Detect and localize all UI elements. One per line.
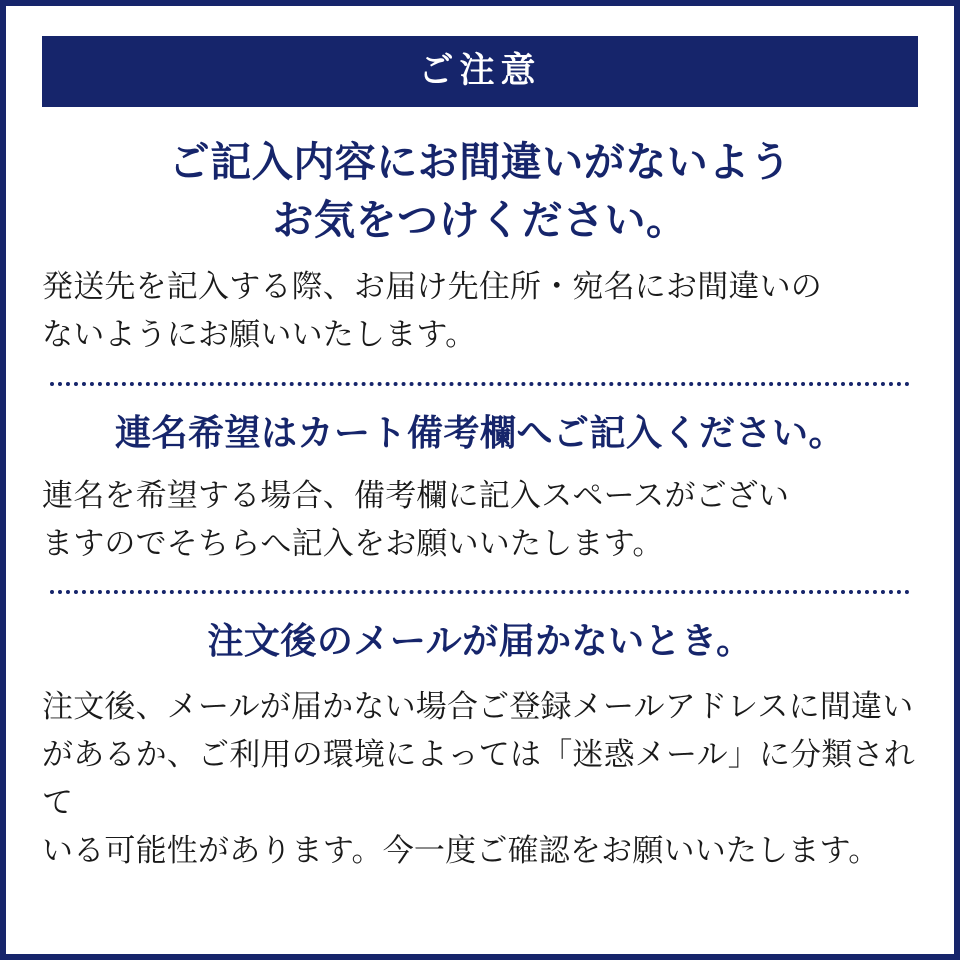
notice-content xyxy=(6,6,954,954)
section-divider-2 xyxy=(50,590,910,594)
body-line-2: ないようにお願いいたします。 xyxy=(42,317,477,353)
headline-line-1: ご記入内容にお間違いがないよう xyxy=(168,139,792,185)
body-line-2: があるか、ご利用の環境によっては「迷惑メール」に分類されて xyxy=(42,737,915,821)
body-line-1: 連名を希望する場合、備考欄に記入スペースがござい xyxy=(42,478,790,514)
section-joint-name xyxy=(42,410,918,569)
body-line-2: ますのでそちらへ記入をお願いいたします。 xyxy=(42,526,664,562)
body-line-1: 注文後、メールが届かない場合ご登録メールアドレスに間違い xyxy=(42,689,914,725)
section-address-check-body xyxy=(42,263,918,359)
section-address-check-headline xyxy=(42,133,918,249)
headline-line-2: お気をつけください。 xyxy=(272,197,688,244)
section-mail-not-arrived xyxy=(42,618,918,875)
section-mail-not-arrived-title: 注文後のメールが届かないとき。 xyxy=(207,620,753,662)
section-address-check xyxy=(42,133,918,360)
section-joint-name-body xyxy=(42,472,918,568)
body-line-3: いる可能性があります。今一度ご確認をお願いいたします。 xyxy=(42,833,880,869)
section-divider-1 xyxy=(50,382,910,386)
section-joint-name-title: 連名希望はカート備考欄へご記入ください。 xyxy=(114,411,845,453)
notice-banner-title: ご注意 xyxy=(42,36,918,107)
body-line-1: 発送先を記入する際、お届け先住所・宛名にお間違いの xyxy=(42,269,822,305)
section-mail-not-arrived-body xyxy=(42,683,918,875)
